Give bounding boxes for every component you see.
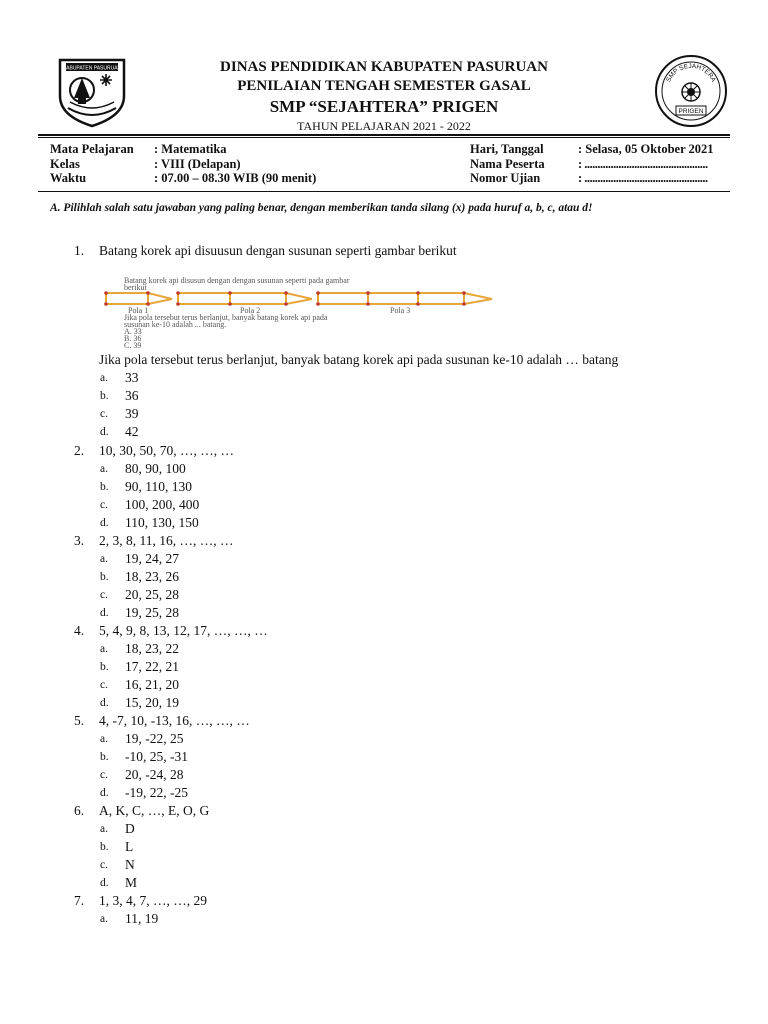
question-number: 3. — [74, 533, 85, 548]
question-number: 7. — [74, 893, 85, 908]
answer-option[interactable] — [74, 784, 268, 802]
option-letter: c. — [100, 499, 108, 511]
answer-option[interactable] — [74, 586, 268, 604]
instruction-text: A. Pilihlah salah satu jawaban yang paling benar, dengan memberikan tanda silang (x) pada huruf a, b, c, atau d! — [50, 202, 593, 214]
header-divider-thin — [38, 137, 730, 138]
option-text: 20, -24, 28 — [125, 767, 184, 782]
header-line-dinas: DINAS PENDIDIKAN KABUPATEN PASURUAN — [220, 59, 548, 75]
info-row-exam-number — [470, 171, 714, 186]
info-value: : Matematika — [154, 142, 227, 156]
exam-number-field[interactable]: : ............................................... — [578, 171, 708, 185]
header-line-penilaian: PENILAIAN TENGAH SEMESTER GASAL — [237, 78, 531, 94]
question-text: Batang korek api disuusun dengan susunan seperti gambar berikut — [99, 243, 457, 258]
option-text: 18, 23, 22 — [125, 641, 179, 656]
option-letter: d. — [100, 517, 109, 529]
option-text: 19, 24, 27 — [125, 551, 179, 566]
exam-info-right — [470, 142, 714, 186]
answer-option[interactable] — [74, 369, 618, 387]
info-key: Waktu — [50, 171, 87, 185]
figure-pola-label: Pola 2 — [240, 306, 261, 315]
answer-option[interactable] — [74, 604, 268, 622]
figure-caption: Jika pola tersebut terus berlanjut, banyak batang korek api pada — [124, 313, 328, 322]
option-text: 19, 25, 28 — [125, 605, 179, 620]
exam-info-left — [50, 142, 316, 186]
figure-pola-label: Pola 1 — [128, 306, 149, 315]
question-text: 1, 3, 4, 7, …, …, 29 — [99, 893, 207, 908]
question-4 — [74, 622, 268, 640]
question-text-row — [74, 242, 457, 260]
question-number: 6. — [74, 803, 85, 818]
answer-option[interactable] — [74, 496, 268, 514]
question-text: 4, -7, 10, -13, 16, …, …, … — [99, 713, 250, 728]
option-text: 110, 130, 150 — [125, 515, 199, 530]
header-line-year: TAHUN PELAJARAN 2021 - 2022 — [297, 119, 471, 133]
option-text: 17, 22, 21 — [125, 659, 179, 674]
answer-option[interactable] — [74, 676, 268, 694]
question-statement: Jika pola tersebut terus berlanjut, banyak batang korek api pada susunan ke-10 adalah … batang — [99, 352, 619, 367]
option-letter: a. — [100, 643, 108, 655]
option-letter: b. — [100, 571, 109, 583]
info-row-subject — [50, 142, 316, 157]
info-key: Kelas — [50, 156, 80, 171]
option-letter: a. — [100, 372, 108, 384]
option-text: D — [125, 821, 135, 836]
option-letter: d. — [100, 877, 109, 889]
answer-option[interactable] — [74, 478, 268, 496]
option-letter: c. — [100, 769, 108, 781]
option-text: 11, 19 — [125, 911, 159, 926]
question-number: 4. — [74, 623, 85, 638]
option-letter: d. — [100, 426, 109, 438]
info-row-time — [50, 171, 316, 186]
option-letter: a. — [100, 463, 108, 475]
question-1 — [74, 242, 457, 260]
question-list — [74, 442, 268, 928]
info-row-date — [470, 142, 714, 157]
figure-option: B. 36 — [124, 334, 142, 343]
option-text: 15, 20, 19 — [125, 695, 179, 710]
option-text: 20, 25, 28 — [125, 587, 179, 602]
option-text: M — [125, 875, 138, 890]
question-2 — [74, 442, 268, 460]
info-divider — [38, 191, 730, 192]
answer-option[interactable] — [74, 405, 618, 423]
option-letter: b. — [100, 481, 109, 493]
option-letter: d. — [100, 697, 109, 709]
info-value: : 07.00 – 08.30 WIB (90 menit) — [154, 171, 317, 185]
answer-option[interactable] — [74, 694, 268, 712]
header-divider — [38, 134, 730, 136]
question-text: 2, 3, 8, 11, 16, …, …, … — [99, 533, 234, 548]
info-value: : VIII (Delapan) — [154, 156, 241, 171]
option-text: L — [125, 839, 134, 854]
question-3 — [74, 532, 268, 550]
option-text: 33 — [125, 370, 139, 385]
option-letter: c. — [100, 408, 108, 420]
option-text: 16, 21, 20 — [125, 677, 179, 692]
svg-text:KABUPATEN PASURUAN: KABUPATEN PASURUAN — [62, 65, 122, 72]
option-letter: c. — [100, 679, 108, 691]
kabupaten-pasuruan-logo-icon — [56, 52, 128, 128]
option-letter: d. — [100, 607, 109, 619]
option-letter: b. — [100, 390, 109, 402]
option-text: 80, 90, 100 — [125, 461, 186, 476]
answer-option[interactable] — [74, 748, 268, 766]
answer-option[interactable] — [74, 766, 268, 784]
answer-option[interactable] — [74, 460, 268, 478]
matchstick-pattern-image — [100, 272, 498, 348]
option-letter: d. — [100, 787, 109, 799]
answer-option[interactable] — [74, 550, 268, 568]
option-text: 100, 200, 400 — [125, 497, 200, 512]
answer-option[interactable] — [74, 820, 268, 838]
answer-option[interactable] — [74, 838, 268, 856]
option-text: 42 — [125, 424, 139, 439]
question-number: 5. — [74, 713, 85, 728]
answer-option[interactable] — [74, 856, 268, 874]
answer-option[interactable] — [74, 910, 268, 928]
option-text: 36 — [125, 388, 139, 403]
option-text: -10, 25, -31 — [125, 749, 188, 764]
question-text: 10, 30, 50, 70, …, …, … — [99, 443, 234, 458]
figure-option: A. 33 — [124, 327, 142, 336]
option-letter: b. — [100, 661, 109, 673]
question-number: 1. — [74, 243, 85, 258]
matchsticks-icon — [100, 290, 498, 308]
name-field[interactable]: : ............................................... — [578, 156, 708, 171]
option-text: 39 — [125, 406, 139, 421]
option-letter: a. — [100, 553, 108, 565]
info-key: Nama Peserta — [470, 156, 545, 171]
school-header — [180, 58, 588, 134]
info-row-class — [50, 157, 316, 172]
question-text: 5, 4, 9, 8, 13, 12, 17, …, …, … — [99, 623, 268, 638]
answer-option[interactable] — [74, 730, 268, 748]
answer-option[interactable] — [74, 874, 268, 892]
option-letter: b. — [100, 841, 109, 853]
question-number: 2. — [74, 443, 85, 458]
figure-caption: susunan ke-10 adalah ... batang. — [124, 320, 227, 329]
answer-option[interactable] — [74, 568, 268, 586]
option-letter: a. — [100, 733, 108, 745]
question-text: A, K, C, …, E, O, G — [99, 803, 210, 818]
option-letter: c. — [100, 859, 108, 871]
svg-text:SMP SEJAHTERA: SMP SEJAHTERA — [665, 62, 717, 84]
option-text: -19, 22, -25 — [125, 785, 188, 800]
question-7 — [74, 892, 268, 910]
option-text: 19, -22, 25 — [125, 731, 184, 746]
header-line-school: SMP “SEJAHTERA” PRIGEN — [269, 97, 499, 116]
info-key: Nomor Ujian — [470, 171, 541, 185]
option-letter: a. — [100, 913, 108, 925]
answer-option[interactable] — [74, 423, 618, 441]
answer-option[interactable] — [74, 658, 268, 676]
option-letter: a. — [100, 823, 108, 835]
info-value: : Selasa, 05 Oktober 2021 — [578, 142, 714, 156]
figure-caption: berikut — [124, 283, 147, 292]
info-row-name — [470, 157, 714, 172]
figure-pola-label: Pola 3 — [390, 306, 411, 315]
option-text: 18, 23, 26 — [125, 569, 179, 584]
option-text: N — [125, 857, 135, 872]
option-letter: c. — [100, 589, 108, 601]
answer-option[interactable] — [74, 514, 268, 532]
svg-text:PRIGEN: PRIGEN — [678, 108, 704, 115]
option-letter: b. — [100, 751, 109, 763]
question-1-body — [74, 351, 618, 441]
question-5 — [74, 712, 268, 730]
answer-option[interactable] — [74, 387, 618, 405]
smp-sejahtera-logo-icon — [654, 54, 728, 128]
question-6 — [74, 802, 268, 820]
figure-option: C. 39 — [124, 341, 142, 348]
answer-option[interactable] — [74, 640, 268, 658]
option-text: 90, 110, 130 — [125, 479, 192, 494]
figure-caption: Batang korek api disusun dengan dengan susunan seperti pada gambar — [124, 276, 350, 285]
info-key: Hari, Tanggal — [470, 142, 544, 156]
info-key: Mata Pelajaran — [50, 142, 134, 156]
